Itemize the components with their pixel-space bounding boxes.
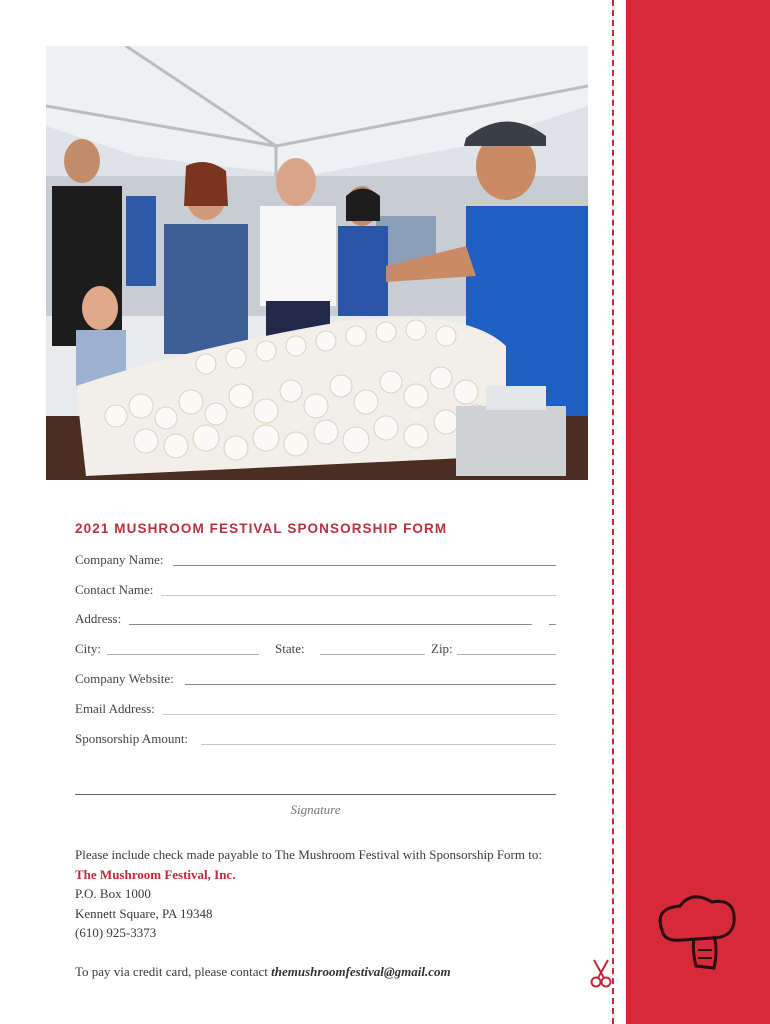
signature-label: Signature bbox=[290, 802, 341, 817]
email-address-label: Email Address: bbox=[75, 701, 155, 716]
city-line[interactable] bbox=[107, 654, 259, 655]
instructions-text: Please include check made payable to The Mushroom Festival with Sponsorship Form to: bbox=[75, 847, 542, 862]
zip-line[interactable] bbox=[457, 654, 556, 655]
red-side-strip bbox=[626, 0, 770, 1024]
contact-name-line[interactable] bbox=[161, 595, 556, 596]
festival-photo bbox=[46, 46, 588, 480]
email-address-line[interactable] bbox=[163, 714, 556, 715]
zip-label: Zip: bbox=[431, 641, 453, 656]
form-title: 2021 MUSHROOM FESTIVAL SPONSORSHIP FORM bbox=[75, 521, 448, 536]
address-field[interactable] bbox=[75, 611, 556, 629]
scissors-icon bbox=[590, 958, 614, 988]
company-name-line[interactable] bbox=[173, 565, 556, 566]
contact-name-field[interactable] bbox=[75, 582, 556, 600]
city-label: City: bbox=[75, 641, 102, 656]
city-state-zip-row bbox=[75, 641, 556, 659]
sponsorship-amount-field[interactable] bbox=[75, 731, 556, 749]
cut-line bbox=[612, 0, 614, 1024]
contact-name-label: Contact Name: bbox=[75, 582, 154, 597]
email-address-field[interactable] bbox=[75, 701, 556, 719]
organization-name: The Mushroom Festival, Inc. bbox=[75, 867, 236, 882]
city-state-zip: Kennett Square, PA 19348 bbox=[75, 906, 213, 921]
company-name-field[interactable] bbox=[75, 552, 556, 570]
chef-hat-mushroom-icon bbox=[652, 890, 742, 974]
sponsorship-amount-label: Sponsorship Amount: bbox=[75, 731, 189, 746]
company-website-field[interactable] bbox=[75, 671, 556, 689]
address-line[interactable] bbox=[129, 624, 532, 625]
sponsorship-amount-line[interactable] bbox=[201, 744, 556, 745]
signature-line[interactable] bbox=[75, 794, 556, 795]
contact-email-link[interactable]: themushroomfestival@gmail.com bbox=[271, 964, 451, 979]
address-label: Address: bbox=[75, 611, 122, 626]
company-name-label: Company Name: bbox=[75, 552, 164, 567]
po-box: P.O. Box 1000 bbox=[75, 886, 151, 901]
credit-card-note bbox=[75, 964, 451, 980]
state-line[interactable] bbox=[320, 654, 425, 655]
state-label: State: bbox=[275, 641, 305, 656]
address-line-end bbox=[549, 624, 556, 625]
credit-card-prefix: To pay via credit card, please contact bbox=[75, 964, 272, 979]
company-website-line[interactable] bbox=[185, 684, 556, 685]
company-website-label: Company Website: bbox=[75, 671, 174, 686]
phone-number: (610) 925-3373 bbox=[75, 925, 157, 940]
